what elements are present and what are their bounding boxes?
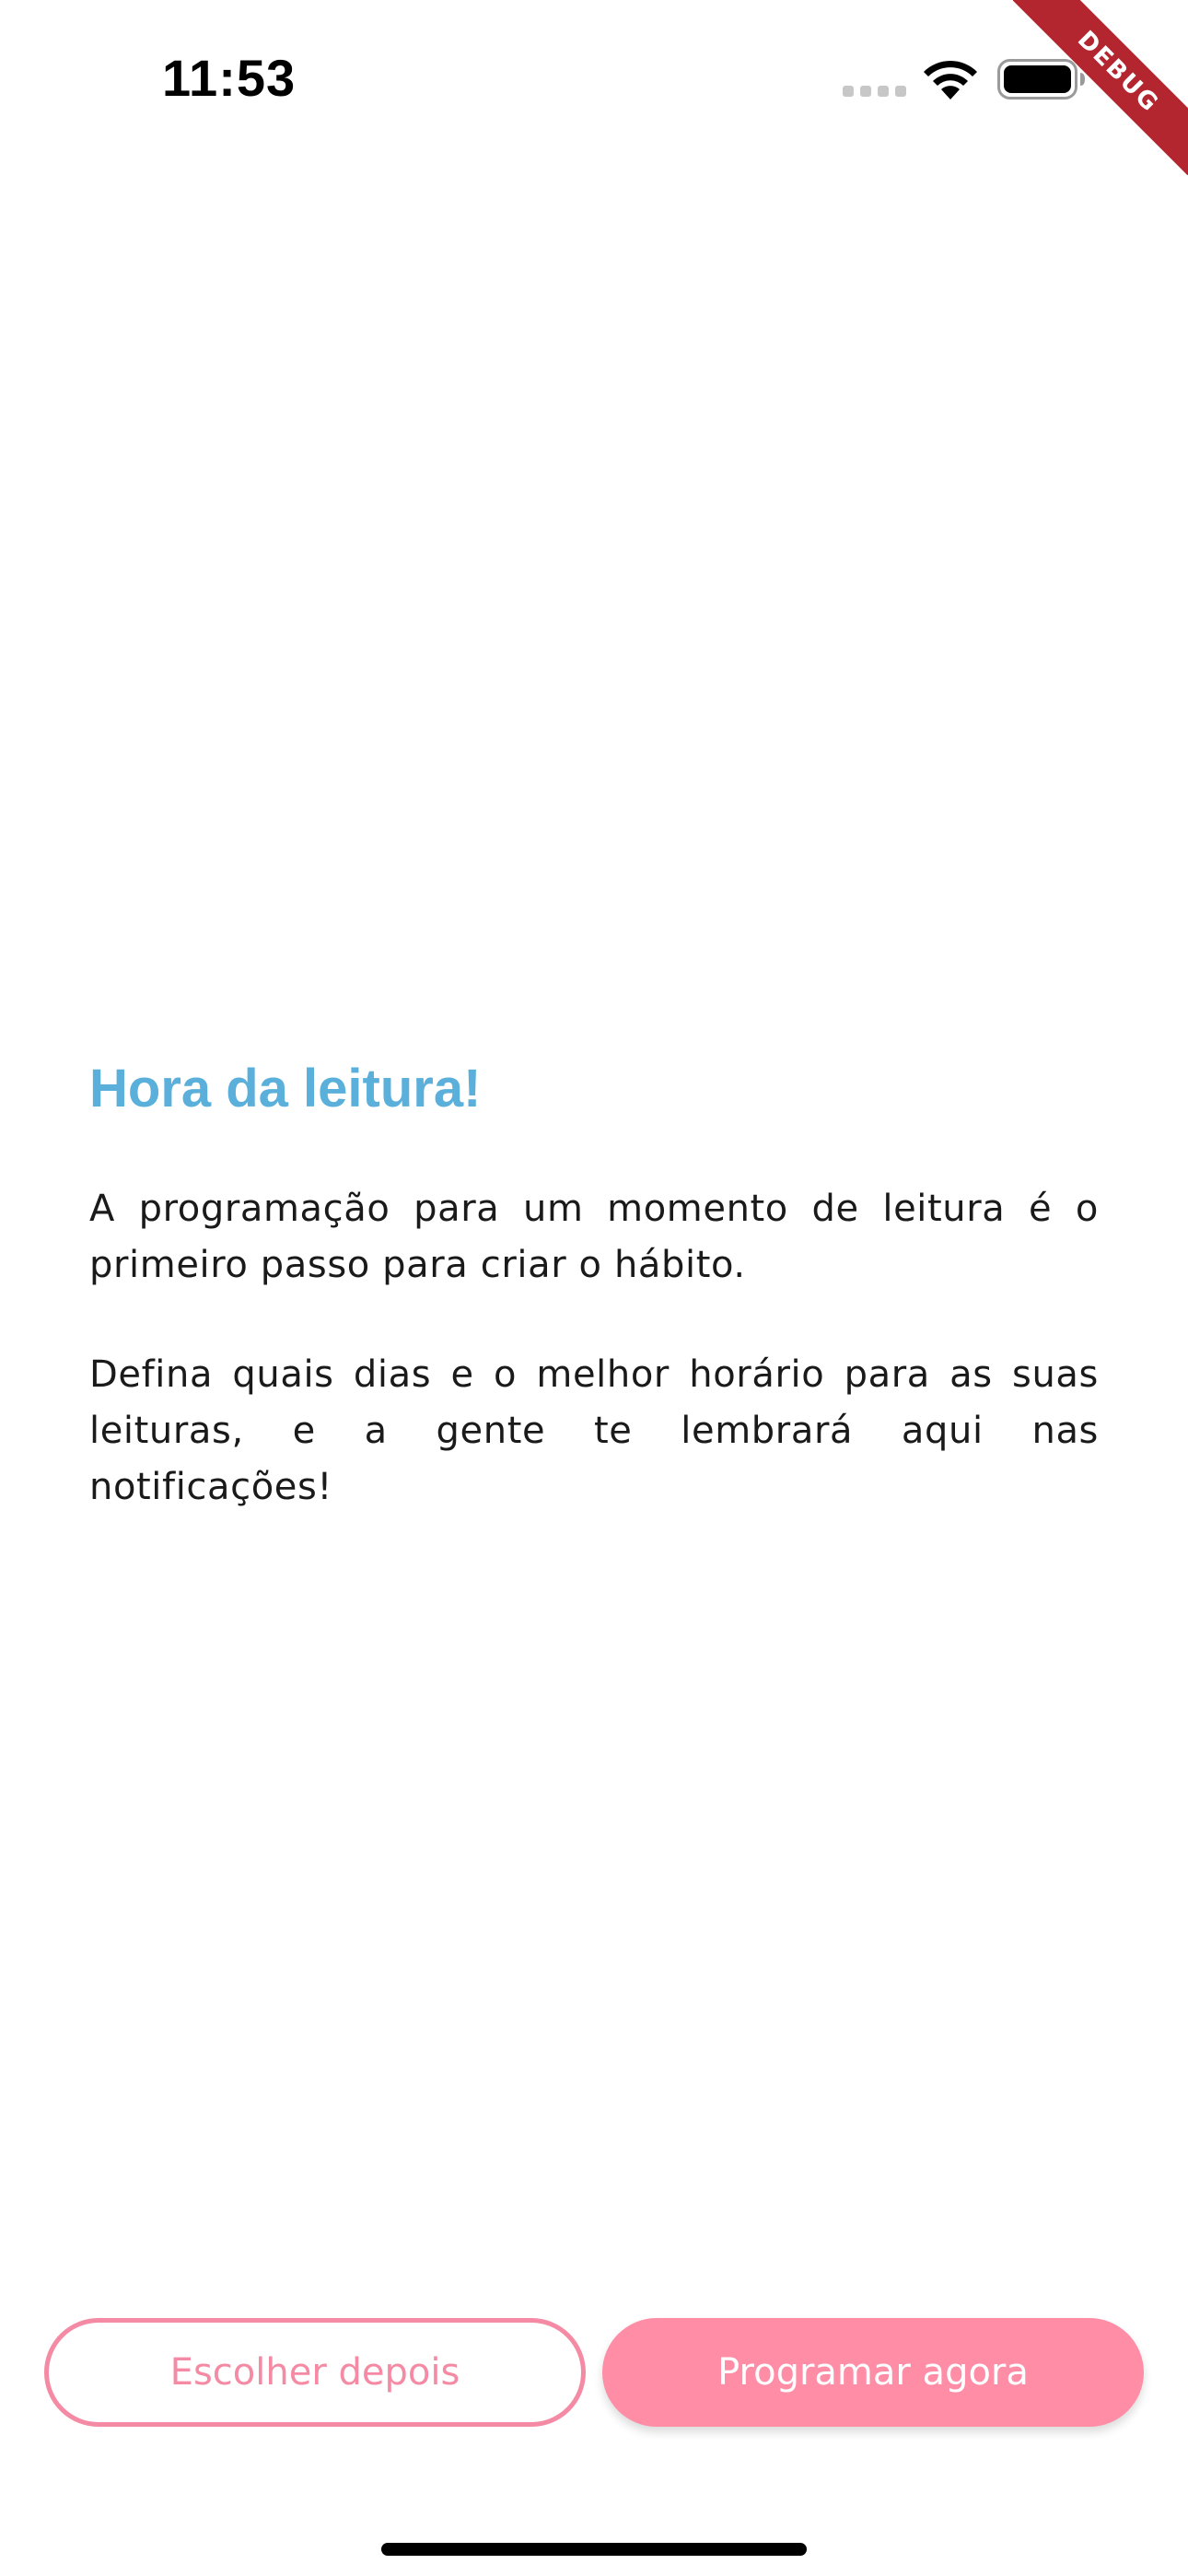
reading-reminder-intro (89, 1050, 1099, 1516)
schedule-now-button[interactable]: Programar agora (602, 2318, 1144, 2427)
page-title: Hora da leitura! (89, 1059, 482, 1118)
cellular-signal-icon (843, 86, 907, 97)
intro-paragraph: A programação para um momento de leitura é o primeiro passo para criar o hábito. (89, 1188, 1099, 1286)
choose-later-button[interactable]: Escolher depois (44, 2318, 586, 2427)
home-indicator[interactable] (381, 2543, 807, 2556)
status-bar (0, 0, 1188, 157)
instruction-paragraph: Defina quais dias e o melhor horário para as suas leituras, e a gente te lembrará aqui nas notificações! (89, 1353, 1099, 1508)
debug-banner-label: DEBUG (1013, 0, 1188, 175)
debug-banner (1013, 0, 1188, 175)
action-buttons (44, 2318, 1144, 2427)
status-time: 11:53 (162, 49, 297, 107)
wifi-icon (921, 57, 980, 100)
